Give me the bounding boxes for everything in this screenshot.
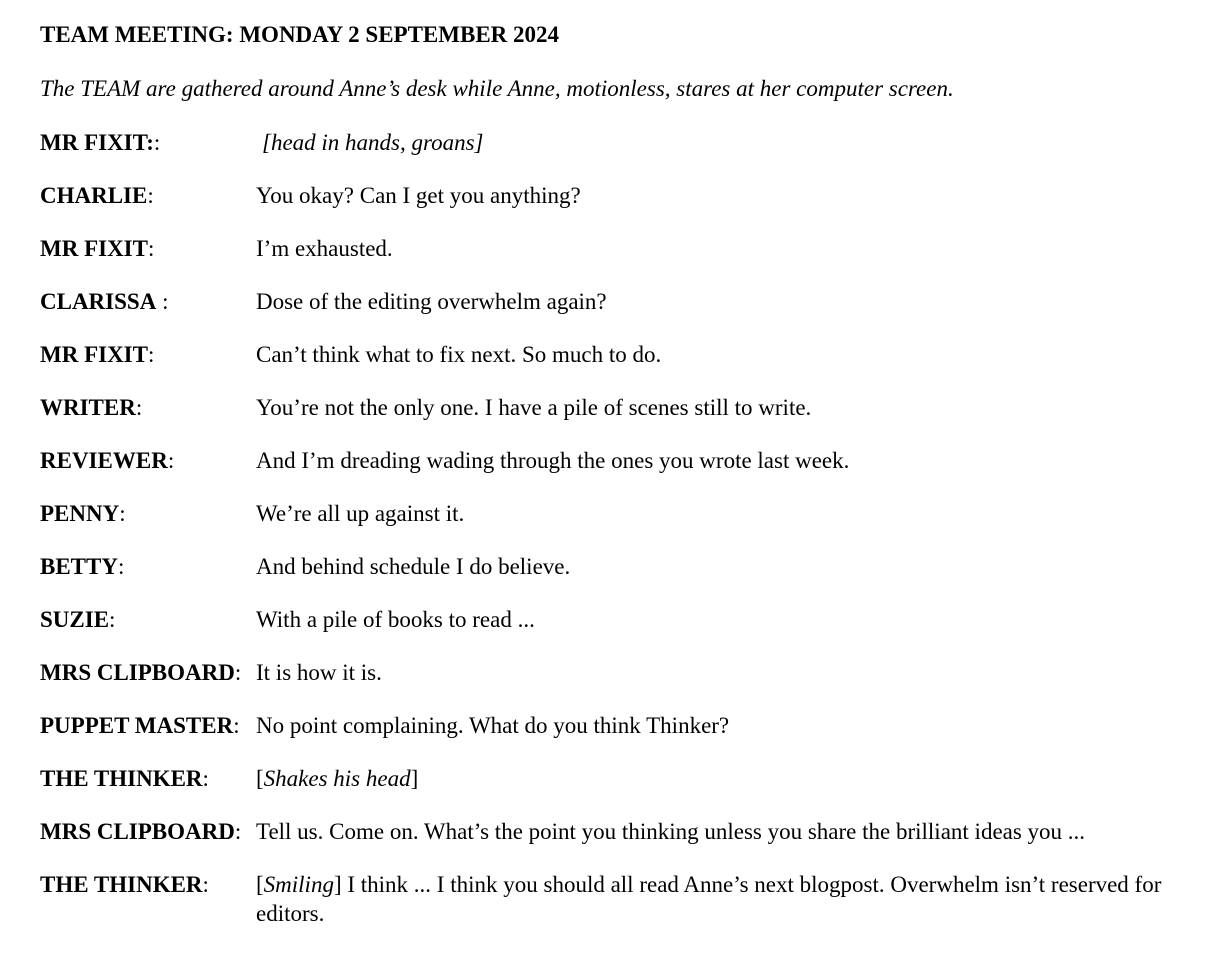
speaker-separator: : <box>147 342 155 367</box>
speaker-name: CHARLIE <box>40 183 148 208</box>
speech-text <box>256 870 1176 928</box>
speaker-label <box>40 181 154 210</box>
speech-post: ] I think ... I think you should all read Anne’s next blogpost. Overwhelm isn’t reserved for editors. <box>256 872 1162 926</box>
speaker-label <box>40 764 209 793</box>
speech-emphasis: Shakes his head <box>263 766 411 791</box>
speaker-separator: : <box>119 501 126 526</box>
speaker-name: MRS CLIPBOARD <box>40 819 235 844</box>
stage-direction: The TEAM are gathered around Anne’s desk while Anne, motionless, stares at her computer screen. <box>40 76 954 101</box>
speech-text: You okay? Can I get you anything? <box>256 183 581 208</box>
speaker-label <box>40 605 115 634</box>
speaker-name: WRITER <box>40 395 136 420</box>
speech-text: Can’t think what to fix next. So much to do. <box>256 342 662 367</box>
speaker-name: PENNY <box>40 501 120 526</box>
speech-post: ] <box>410 766 419 791</box>
speech-text <box>256 764 1176 793</box>
speaker-separator: : <box>234 819 242 844</box>
speaker-label <box>40 234 154 263</box>
speaker-label <box>40 340 154 369</box>
speaker-name: REVIEWER <box>40 448 168 473</box>
speaker-label <box>40 658 241 687</box>
speaker-name: THE THINKER <box>40 872 203 897</box>
speaker-label <box>40 870 209 899</box>
speaker-label <box>40 393 142 422</box>
speaker-separator: : <box>167 448 175 473</box>
speaker-name: PUPPET MASTER <box>40 713 234 738</box>
speech-text: I’m exhausted. <box>256 236 393 261</box>
speaker-separator: : <box>156 289 169 314</box>
speech-pre: [ <box>256 766 264 791</box>
speaker-name: CLARISSA <box>40 289 157 314</box>
speaker-separator: : <box>109 607 116 632</box>
speech-text: We’re all up against it. <box>256 501 465 526</box>
speaker-separator: : <box>233 713 240 738</box>
speech-text: With a pile of books to read ... <box>256 607 535 632</box>
speaker-separator: : <box>234 660 242 685</box>
speaker-name: MR FIXIT <box>40 236 148 261</box>
meeting-title: TEAM MEETING: MONDAY 2 SEPTEMBER 2024 <box>40 22 560 47</box>
speaker-name: MRS CLIPBOARD <box>40 660 235 685</box>
speaker-label <box>40 552 124 581</box>
speaker-label <box>40 711 240 740</box>
speech-text: It is how it is. <box>256 660 382 685</box>
speech-text: You’re not the only one. I have a pile of scenes still to write. <box>256 395 812 420</box>
speaker-label <box>40 499 126 528</box>
speaker-label <box>40 287 168 316</box>
speaker-name: BETTY <box>40 554 118 579</box>
speaker-label <box>40 817 241 846</box>
speech-text: No point complaining. What do you think Thinker? <box>256 713 730 738</box>
speech-text: Tell us. Come on. What’s the point you thinking unless you share the brilliant ideas you ... <box>256 819 1086 844</box>
speech-pre: [ <box>256 872 264 897</box>
speech-emphasis: Smiling <box>263 872 334 897</box>
speaker-name: SUZIE <box>40 607 110 632</box>
speech-text: And I’m dreading wading through the ones you wrote last week. <box>256 448 850 473</box>
speaker-separator: : <box>135 395 143 420</box>
speaker-label <box>40 446 174 475</box>
speaker-label <box>40 128 160 157</box>
speaker-separator: : <box>202 766 209 791</box>
speech-emphasis: [head in hands, groans] <box>262 130 484 155</box>
speaker-separator: : <box>147 236 155 261</box>
speech-text: Dose of the editing overwhelm again? <box>256 289 607 314</box>
speaker-name: MR FIXIT <box>40 342 148 367</box>
speaker-separator: : <box>153 130 161 155</box>
speech-text <box>262 128 1182 157</box>
speaker-separator: : <box>117 554 125 579</box>
speaker-separator: : <box>147 183 154 208</box>
speaker-name: MR FIXIT: <box>40 130 154 155</box>
speech-text: And behind schedule I do believe. <box>256 554 571 579</box>
speaker-name: THE THINKER <box>40 766 203 791</box>
speaker-separator: : <box>202 872 209 897</box>
